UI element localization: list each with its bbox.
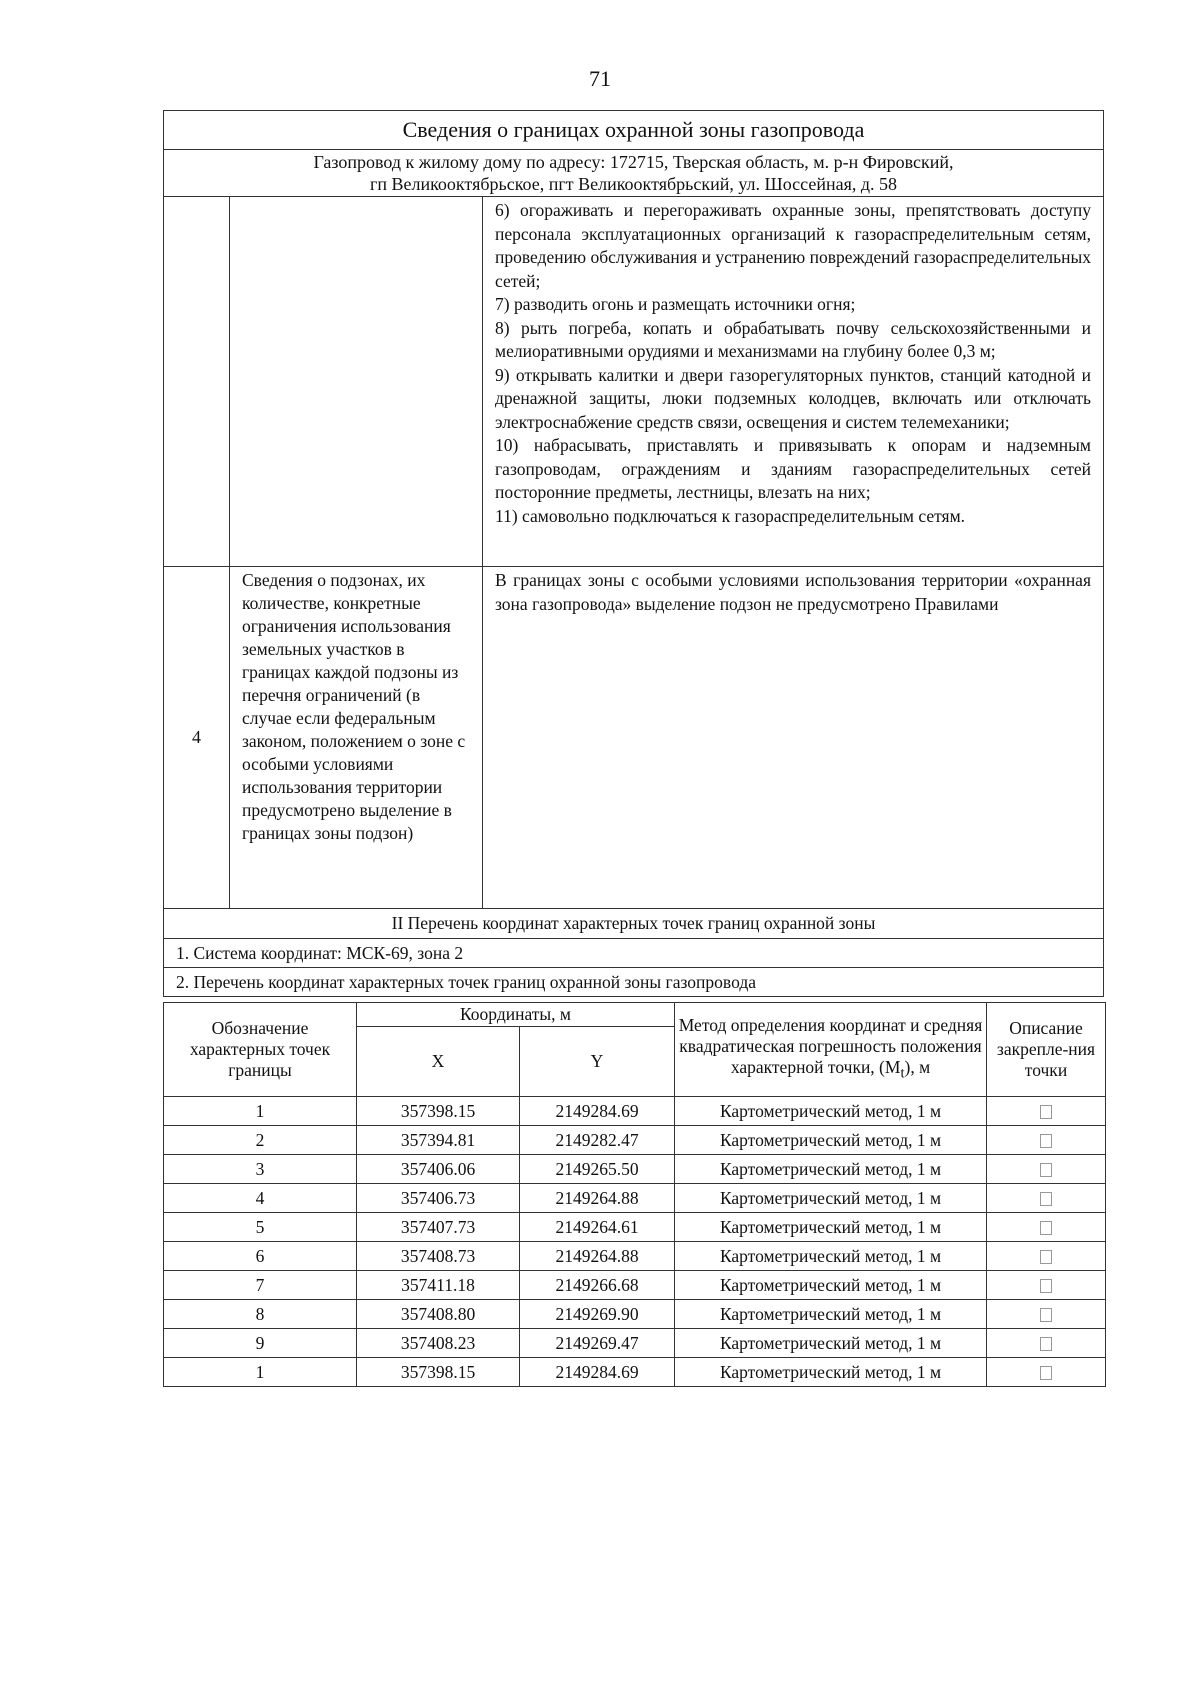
empty-box-icon <box>1040 1366 1052 1380</box>
empty-box-icon <box>1040 1337 1052 1351</box>
method-cell: Картометрический метод, 1 м <box>675 1329 987 1358</box>
y-cell: 2149264.61 <box>520 1213 675 1242</box>
table-row <box>164 1155 1106 1184</box>
restriction-item-7: 7) разводить огонь и размещать источники огня; <box>495 294 856 314</box>
header-coordinates: Координаты, м <box>357 1003 675 1027</box>
x-cell: 357398.15 <box>357 1358 520 1387</box>
header-y: Y <box>520 1027 675 1097</box>
subzones-value <box>483 567 1104 909</box>
subzones-label: Сведения о подзонах, их количестве, конкретные ограничения использования земельных участков в границах каждой подзоны из перечня ограничений (в случае если федеральным законом, положением о зоне с особыми условиями использования территории предусмотрено выделение в границах зоны подзон) <box>230 567 483 909</box>
object-address <box>164 150 1104 197</box>
method-cell: Картометрический метод, 1 м <box>675 1213 987 1242</box>
empty-box-icon <box>1040 1308 1052 1322</box>
description-cell <box>987 1271 1106 1300</box>
table-row <box>164 1213 1106 1242</box>
empty-box-icon <box>1040 1192 1052 1206</box>
restriction-item-8: 8) рыть погреба, копать и обрабатывать почву сельскохозяйственными и мелиоративными орудиями и механизмами на глубину более 0,3 м; <box>495 317 1091 361</box>
row-label-empty <box>230 197 483 567</box>
point-cell: 2 <box>164 1126 357 1155</box>
x-cell: 357394.81 <box>357 1126 520 1155</box>
coordinates-table <box>163 1002 1106 1387</box>
description-cell <box>987 1300 1106 1329</box>
description-cell <box>987 1213 1106 1242</box>
table-row <box>164 1358 1106 1387</box>
row-number-empty <box>164 197 230 567</box>
x-cell: 357408.23 <box>357 1329 520 1358</box>
description-cell <box>987 1155 1106 1184</box>
x-cell: 357408.73 <box>357 1242 520 1271</box>
table-row <box>164 1242 1106 1271</box>
point-cell: 9 <box>164 1329 357 1358</box>
header-x: X <box>357 1027 520 1097</box>
description-cell <box>987 1126 1106 1155</box>
method-cell: Картометрический метод, 1 м <box>675 1300 987 1329</box>
x-cell: 357406.73 <box>357 1184 520 1213</box>
y-cell: 2149269.90 <box>520 1300 675 1329</box>
point-cell: 7 <box>164 1271 357 1300</box>
table-row <box>164 1300 1106 1329</box>
header-method-text: Метод определения координат и средняя квадратическая погрешность положения характерной точки, (M <box>678 1014 983 1077</box>
address-line-2: гп Великооктябрьское, пгт Великооктябрьский, ул. Шоссейная, д. 58 <box>369 174 898 194</box>
point-cell: 8 <box>164 1300 357 1329</box>
address-line-1: Газопровод к жилому дому по адресу: 172715, Тверская область, м. р-н Фировский, <box>313 152 954 172</box>
document-title: Сведения о границах охранной зоны газопровода <box>164 111 1104 150</box>
y-cell: 2149269.47 <box>520 1329 675 1358</box>
x-cell: 357398.15 <box>357 1097 520 1126</box>
header-method-subscript: t <box>900 1065 905 1082</box>
x-cell: 357407.73 <box>357 1213 520 1242</box>
description-cell <box>987 1329 1106 1358</box>
description-cell <box>987 1242 1106 1271</box>
zone-info-table <box>163 110 1104 997</box>
restriction-item-11: 11) самовольно подключаться к газораспределительным сетям. <box>495 505 966 526</box>
method-cell: Картометрический метод, 1 м <box>675 1358 987 1387</box>
method-cell: Картометрический метод, 1 м <box>675 1097 987 1126</box>
table-row <box>164 1097 1106 1126</box>
header-method-unit: ), м <box>904 1056 931 1077</box>
header-point: Обозначение характерных точек границы <box>164 1003 357 1097</box>
y-cell: 2149284.69 <box>520 1358 675 1387</box>
table-row <box>164 1271 1106 1300</box>
y-cell: 2149264.88 <box>520 1242 675 1271</box>
empty-box-icon <box>1040 1250 1052 1264</box>
point-cell: 3 <box>164 1155 357 1184</box>
empty-box-icon <box>1040 1221 1052 1235</box>
description-cell <box>987 1097 1106 1126</box>
restrictions-list <box>483 197 1104 567</box>
coordinate-system: 1. Система координат: МСК-69, зона 2 <box>164 939 1104 968</box>
empty-box-icon <box>1040 1105 1052 1119</box>
method-cell: Картометрический метод, 1 м <box>675 1126 987 1155</box>
description-cell <box>987 1184 1106 1213</box>
point-cell: 1 <box>164 1358 357 1387</box>
coordinates-body <box>164 1097 1106 1387</box>
table-row <box>164 1329 1106 1358</box>
y-cell: 2149264.88 <box>520 1184 675 1213</box>
y-cell: 2149266.68 <box>520 1271 675 1300</box>
restriction-item-10: 10) набрасывать, приставлять и привязывать к опорам и надземным газопроводам, ограждениям и зданиям газораспределительных сетей посторонние предметы, лестницы, влезать на них; <box>495 435 1091 502</box>
method-cell: Картометрический метод, 1 м <box>675 1271 987 1300</box>
point-cell: 4 <box>164 1184 357 1213</box>
description-cell <box>987 1358 1106 1387</box>
y-cell: 2149282.47 <box>520 1126 675 1155</box>
row-number: 4 <box>164 567 230 909</box>
subzones-value-text: В границах зоны с особыми условиями использования территории «охранная зона газопровода» выделение подзон не предусмотрено Правилами <box>495 570 1091 614</box>
restriction-item-9: 9) открывать калитки и двери газорегуляторных пунктов, станций катодной и дренажной защиты, люки подземных колодцев, включать или отключать электроснабжение средств связи, освещения и систем телемеханики; <box>495 364 1091 432</box>
x-cell: 357406.06 <box>357 1155 520 1184</box>
point-cell: 6 <box>164 1242 357 1271</box>
empty-box-icon <box>1040 1134 1052 1148</box>
section-2-title: II Перечень координат характерных точек границ охранной зоны <box>164 909 1104 939</box>
point-cell: 1 <box>164 1097 357 1126</box>
empty-box-icon <box>1040 1163 1052 1177</box>
y-cell: 2149284.69 <box>520 1097 675 1126</box>
method-cell: Картометрический метод, 1 м <box>675 1242 987 1271</box>
method-cell: Картометрический метод, 1 м <box>675 1184 987 1213</box>
table-row <box>164 1126 1106 1155</box>
method-cell: Картометрический метод, 1 м <box>675 1155 987 1184</box>
x-cell: 357411.18 <box>357 1271 520 1300</box>
page-number: 71 <box>589 66 611 91</box>
empty-box-icon <box>1040 1279 1052 1293</box>
header-description: Описание закрепле-ния точки <box>987 1003 1106 1097</box>
restriction-item-6: 6) огораживать и перегораживать охранные зоны, препятствовать доступу персонала эксплуатационных организаций к газораспределительным сетям, проведению обслуживания и устранению повреждений газораспределительных сетей; <box>495 200 1091 291</box>
y-cell: 2149265.50 <box>520 1155 675 1184</box>
x-cell: 357408.80 <box>357 1300 520 1329</box>
header-method <box>675 1003 987 1097</box>
coordinate-list-title: 2. Перечень координат характерных точек границ охранной зоны газопровода <box>164 968 1104 997</box>
point-cell: 5 <box>164 1213 357 1242</box>
table-row <box>164 1184 1106 1213</box>
